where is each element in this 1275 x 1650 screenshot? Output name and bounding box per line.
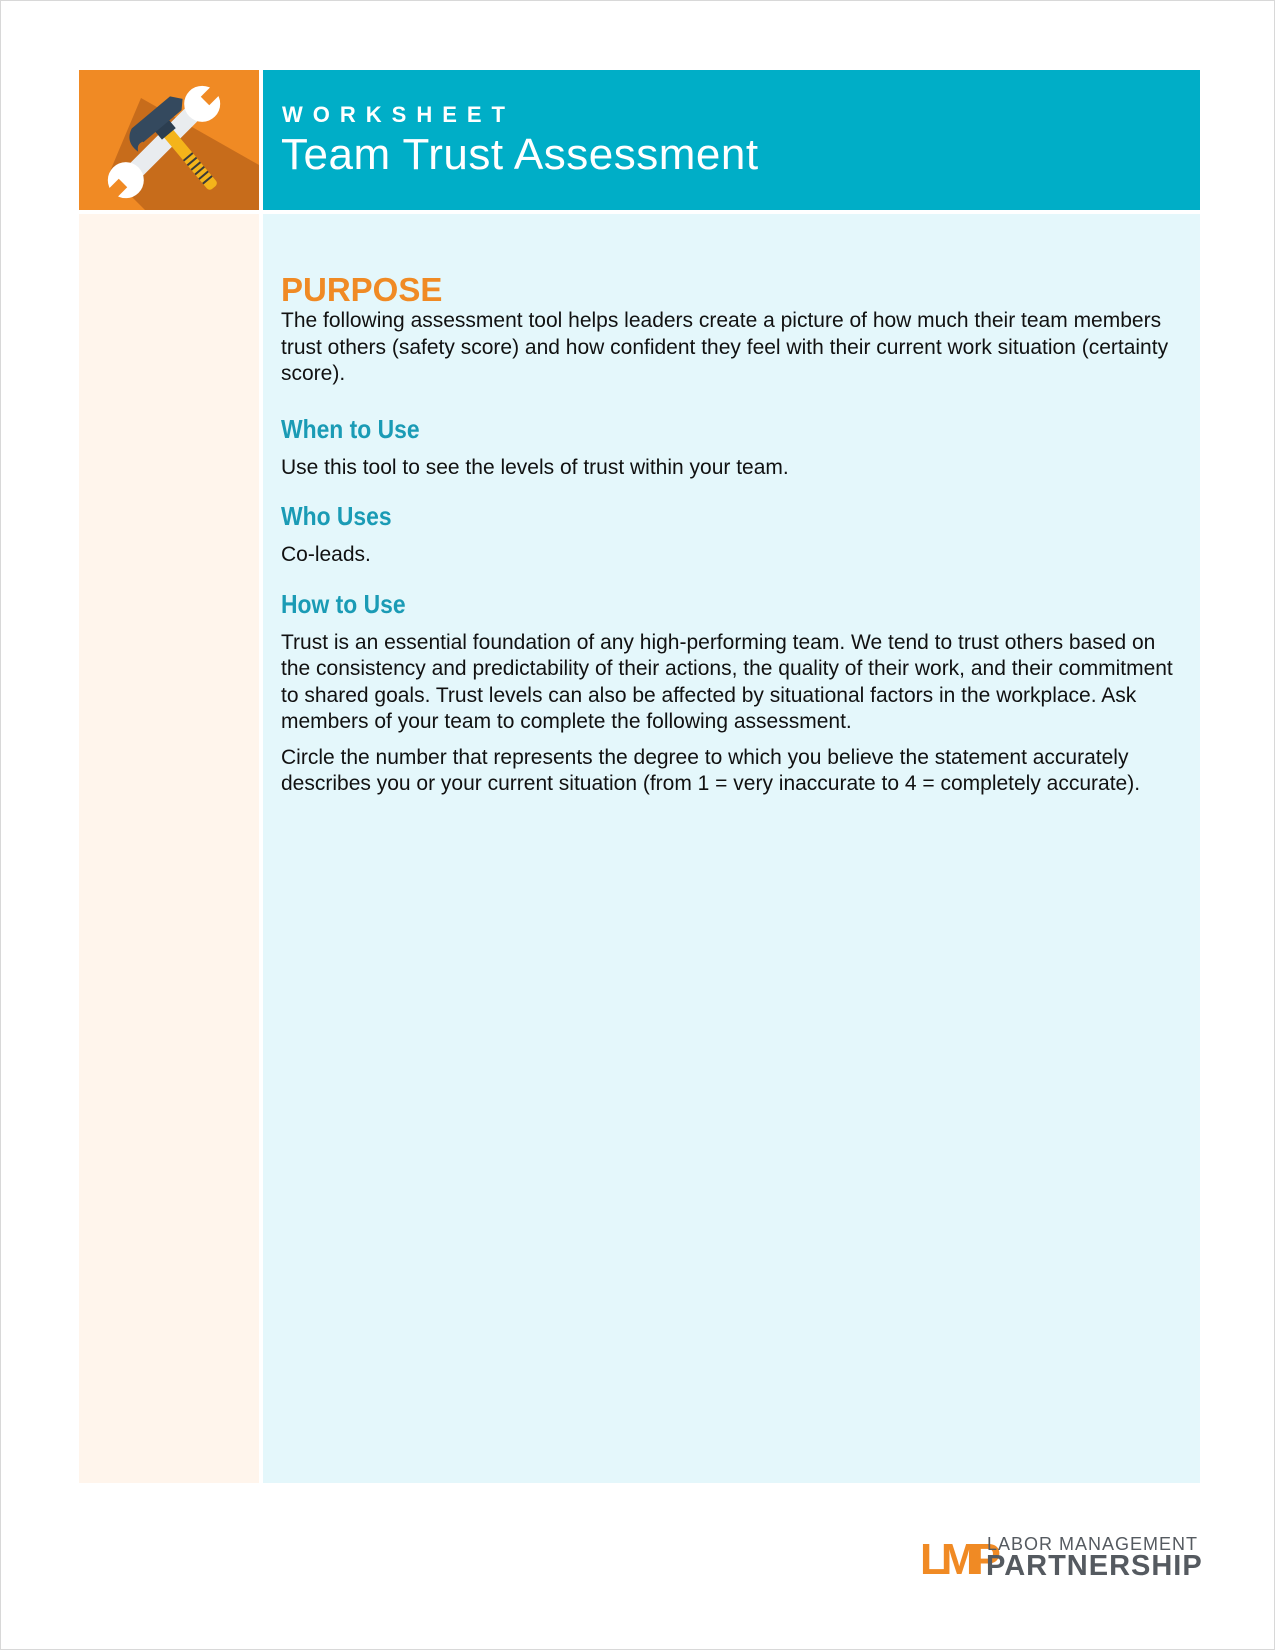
document-title: Team Trust Assessment xyxy=(281,130,759,179)
lmp-logo xyxy=(920,1534,1203,1584)
logo-line-1: LABOR MANAGEMENT xyxy=(987,1534,1199,1554)
header-icon-tile xyxy=(79,70,259,210)
main-panel xyxy=(263,214,1200,1483)
left-column xyxy=(79,214,259,1483)
lmp-logo-mark xyxy=(920,1534,995,1584)
header-band xyxy=(263,70,1200,210)
when-to-use-heading: When to Use xyxy=(281,413,420,444)
purpose-body: The following assessment tool helps leaders create a picture of how much their team members trust others (safety score) and how confident they feel with their current work situation (certainty score). xyxy=(281,309,1169,385)
content xyxy=(281,272,1181,798)
svg-text:LMP: LMP xyxy=(920,1535,995,1584)
who-uses-body: Co-leads. xyxy=(281,543,371,566)
logo-line-2: PARTNERSHIP xyxy=(986,1550,1203,1582)
purpose-heading: PURPOSE xyxy=(281,271,443,308)
how-to-use-paragraph-1: Trust is an essential foundation of any high-performing team. We tend to trust others based on the consistency and predictability of their actions, the quality of their work, and their commitment to shared goals. Trust levels can also be affected by situational factors in the workplace. Ask members of your team to complete the following assessment. xyxy=(281,630,1173,733)
who-uses-heading: Who Uses xyxy=(281,501,392,531)
how-to-use-paragraph-2: Circle the number that represents the degree to which you believe the statement accurately describes you or your current situation (from 1 = very inaccurate to 4 = completely accurate). xyxy=(281,745,1141,795)
worksheet-eyebrow: WORKSHEET xyxy=(282,102,515,127)
tools-icon xyxy=(79,70,259,210)
when-to-use-body: Use this tool to see the levels of trust within your team. xyxy=(281,455,789,479)
how-to-use-heading: How to Use xyxy=(281,588,406,619)
